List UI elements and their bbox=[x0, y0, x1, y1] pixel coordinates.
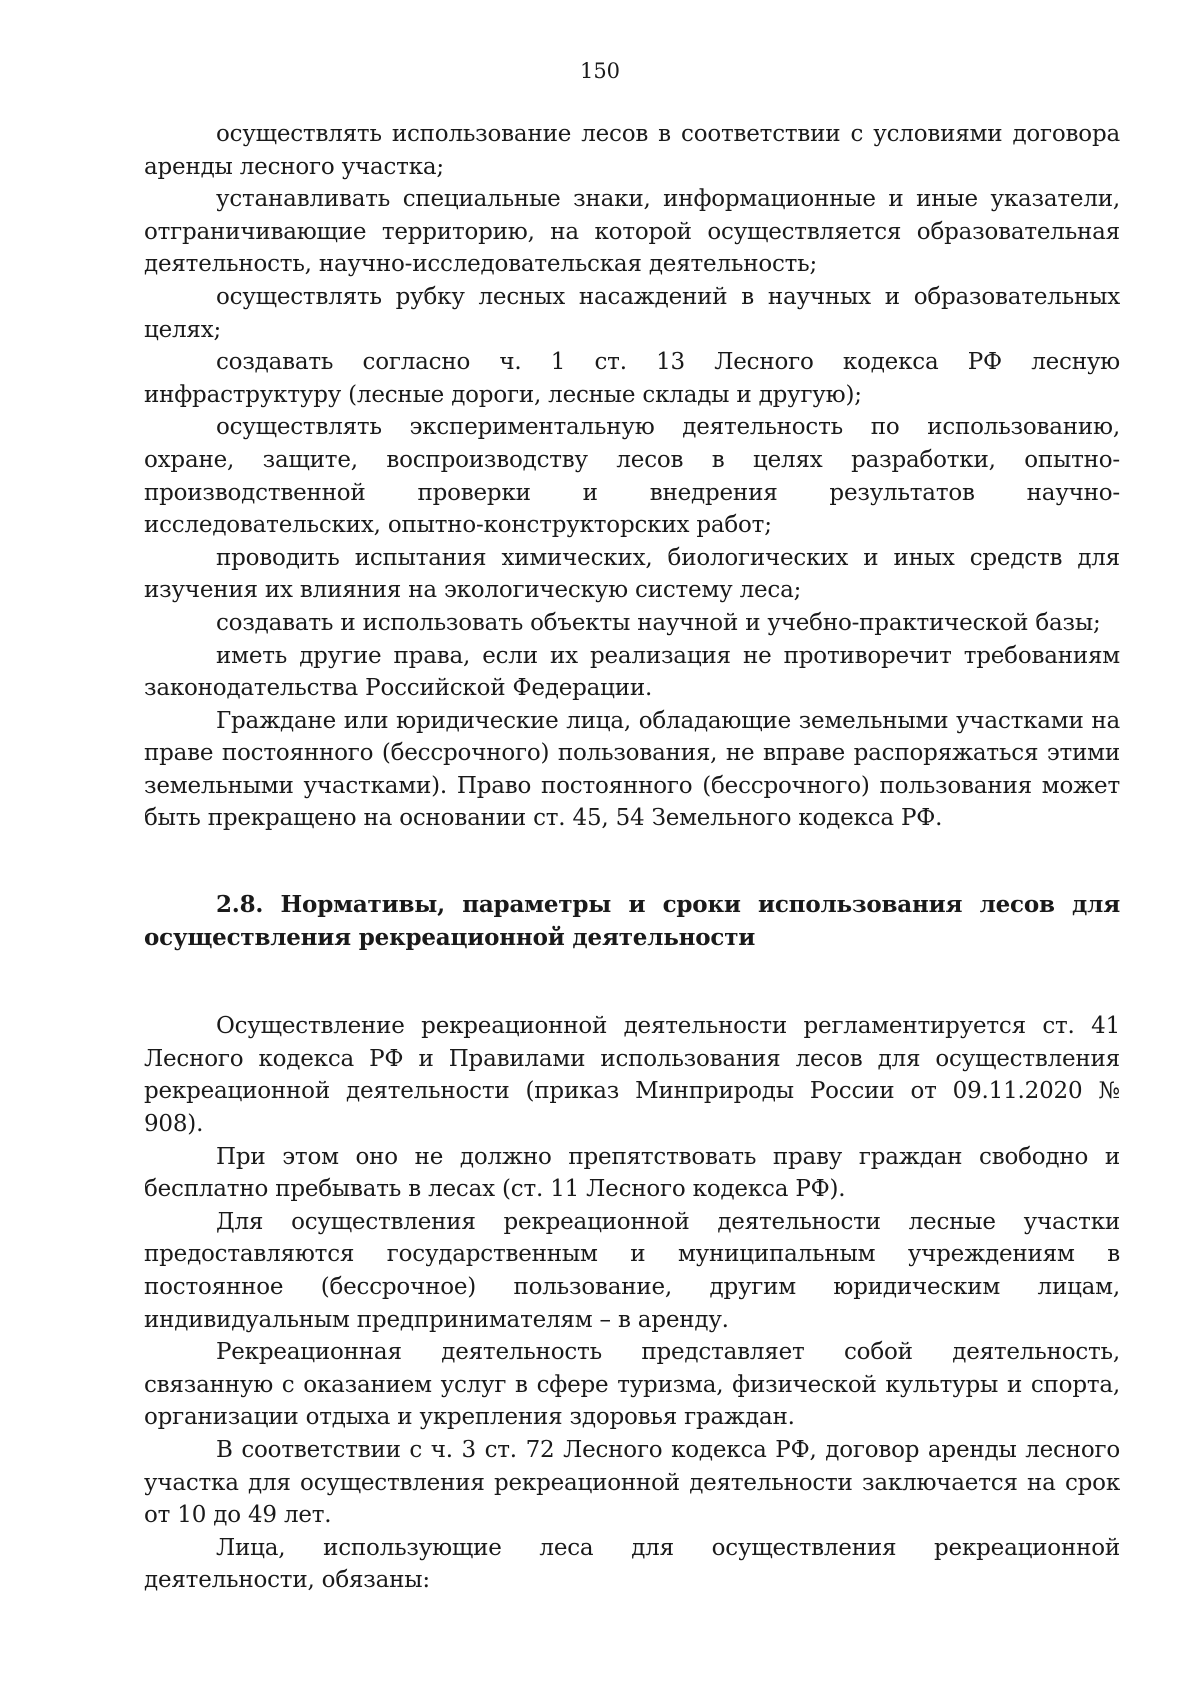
paragraph: проводить испытания химических, биологических и иных средств для изучения их влияния на экологическую систему леса; bbox=[144, 544, 1120, 604]
paragraph: создавать и использовать объекты научной и учебно-практической базы; bbox=[216, 609, 1101, 636]
paragraph: осуществлять экспериментальную деятельность по использованию, охране, защите, воспроизводству лесов в целях разработки, опытно-производственной проверки и внедрения результатов научно-исследовательских, опытно-конструкторских работ; bbox=[144, 414, 1120, 539]
paragraph: Для осуществления рекреационной деятельности лесные участки предоставляются государственным и муниципальным учреждениям в постоянное (бессрочное) пользование, другим юридическим лицам, индивидуальным предпринимателям – в аренду. bbox=[144, 1208, 1120, 1333]
paragraph: создавать согласно ч. 1 ст. 13 Лесного кодекса РФ лесную инфраструктуру (лесные дороги, лесные склады и другую); bbox=[144, 349, 1120, 408]
page-number: 150 bbox=[579, 59, 621, 83]
paragraph: иметь другие права, если их реализация не противоречит требованиям законодательства Российской Федерации. bbox=[144, 642, 1120, 702]
document-body bbox=[144, 118, 1120, 1597]
paragraph: Лица, использующие леса для осуществления рекреационной деятельности, обязаны: bbox=[144, 1534, 1120, 1594]
paragraph: осуществлять рубку лесных насаждений в научных и образовательных целях; bbox=[144, 283, 1120, 343]
paragraph: осуществлять использование лесов в соответствии с условиями договора аренды лесного участка; bbox=[144, 121, 1120, 180]
paragraph: устанавливать специальные знаки, информационные и иные указатели, отграничивающие территорию, на которой осуществляется образовательная деятельность, научно-исследовательская деятельность; bbox=[144, 186, 1120, 278]
paragraph: Граждане или юридические лица, обладающие земельными участками на праве постоянного (бессрочного) пользования, не вправе распоряжаться этими земельными участками). Право постоянного (бессрочного) пользования может быть прекращено на основании ст. 45, 54 Земельного кодекса РФ. bbox=[144, 707, 1120, 832]
paragraph: Осуществление рекреационной деятельности регламентируется ст. 41 Лесного кодекса РФ и Правилами использования лесов для осуществления рекреационной деятельности (приказ Минприроды России от 09.11.2020 № 908). bbox=[144, 1013, 1120, 1138]
paragraph: В соответствии с ч. 3 ст. 72 Лесного кодекса РФ, договор аренды лесного участка для осуществления рекреационной деятельности заключается на срок от 10 до 49 лет. bbox=[144, 1436, 1120, 1529]
paragraph: При этом оно не должно препятствовать праву граждан свободно и бесплатно пребывать в лесах (ст. 11 Лесного кодекса РФ). bbox=[144, 1143, 1120, 1203]
paragraph: Рекреационная деятельность представляет собой деятельность, связанную с оказанием услуг в сфере туризма, физической культуры и спорта, организации отдыха и укрепления здоровья граждан. bbox=[144, 1339, 1120, 1431]
section-heading: 2.8. Нормативы, параметры и сроки использования лесов для осуществления рекреационной деятельности bbox=[144, 891, 1120, 951]
